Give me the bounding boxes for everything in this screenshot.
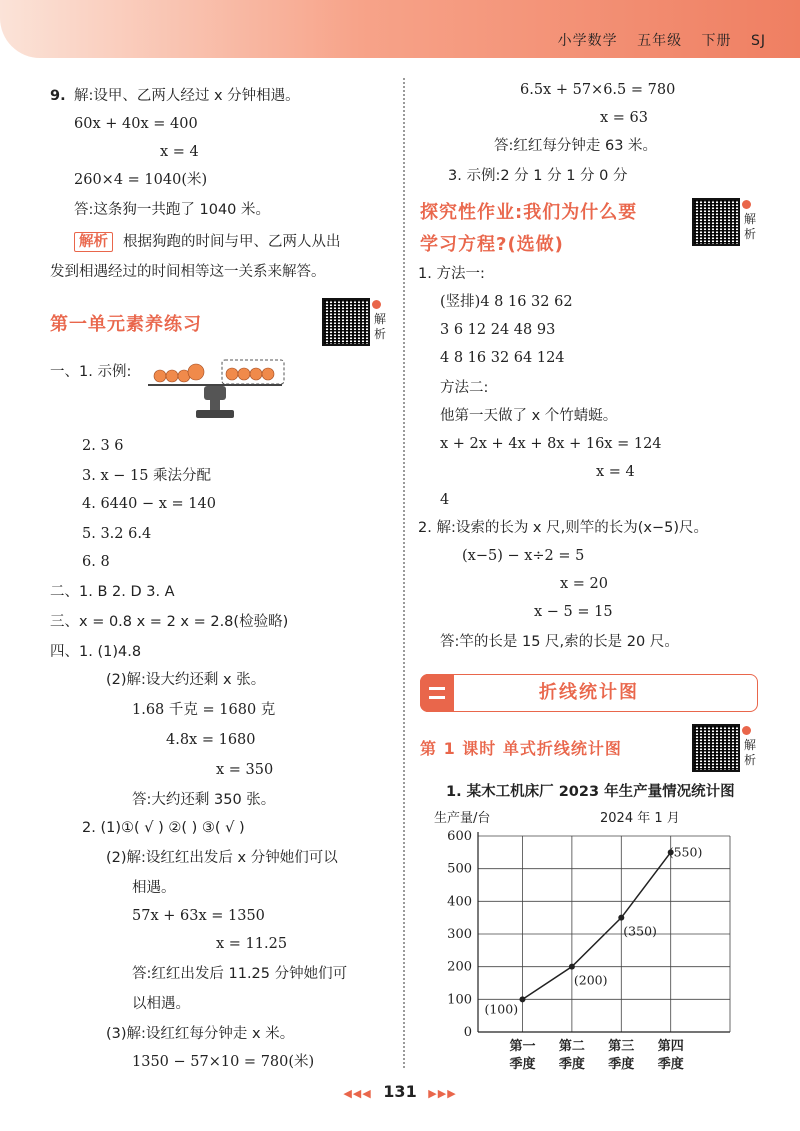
- lesson-title: 第 1 课时 单式折线统计图: [420, 739, 622, 758]
- answer-line: 答:大约还剩 350 张。: [132, 792, 276, 808]
- answer-line: 4. 6440 − x = 140: [82, 496, 216, 512]
- answer-line: 一、1. 示例:: [50, 364, 132, 380]
- answer-line: 答:红红每分钟走 63 米。: [494, 138, 658, 154]
- x-tick-label: 第二: [558, 1039, 585, 1054]
- left-arrows-icon: ◀◀◀: [343, 1087, 372, 1100]
- header-edition: SJ: [750, 33, 766, 49]
- qr-label: 解析: [744, 738, 757, 767]
- answer-line: x = 4: [596, 464, 635, 480]
- answer-line: (2)解:设红红出发后 x 分钟她们可以: [106, 850, 338, 866]
- answer-line: (3)解:设红红每分钟走 x 米。: [106, 1026, 295, 1042]
- answer-line: 他第一天做了 x 个竹蜻蜓。: [440, 408, 618, 424]
- answer-line: 2. 解:设索的长为 x 尺,则竿的长为(x−5)尺。: [418, 520, 709, 536]
- answer-line: 3. 示例:2 分 1 分 1 分 0 分: [448, 168, 628, 184]
- answer-line: (竖排)4 8 16 32 62: [440, 294, 573, 310]
- play-icon: [742, 200, 751, 209]
- analysis-tag: 解析: [74, 232, 113, 252]
- page-number: 131: [383, 1082, 417, 1101]
- header-grade: 五年级: [637, 33, 683, 49]
- q9-line: 答:这条狗一共跑了 1040 米。: [74, 202, 271, 218]
- answer-line: 答:竿的长是 15 尺,索的长是 20 尺。: [440, 634, 679, 650]
- answer-line: 三、x = 0.8 x = 2 x = 2.8(检验略): [50, 614, 289, 630]
- header-volume: 下册: [701, 33, 732, 49]
- analysis-text: 发到相遇经过的时间相等这一关系来解答。: [50, 264, 326, 280]
- unit-title: 折线统计图: [539, 682, 639, 703]
- line-chart: [430, 806, 750, 1074]
- header-meta: [544, 30, 766, 50]
- answer-line: 4.8x = 1680: [166, 732, 256, 748]
- data-label: (350): [623, 923, 657, 939]
- data-point: [519, 996, 525, 1002]
- y-tick-label: 400: [447, 894, 472, 910]
- x-tick-label: 第四: [657, 1039, 684, 1054]
- q9-analysis: [74, 232, 341, 252]
- answer-line: x = 350: [216, 762, 274, 778]
- x-tick-label: 季度: [657, 1057, 684, 1072]
- y-tick-label: 100: [447, 992, 472, 1008]
- answer-line: 1. 方法一:: [418, 266, 485, 282]
- header-subject: 小学数学: [557, 33, 618, 49]
- answer-line: x = 11.25: [216, 936, 288, 952]
- explore-title: 探究性作业:我们为什么要: [420, 202, 638, 223]
- answer-line: 1.68 千克 = 1680 克: [132, 702, 276, 718]
- x-tick-label: 季度: [509, 1057, 536, 1072]
- chart-question: 1. 某木工机床厂 2023 年生产量情况统计图: [446, 784, 735, 800]
- unit-banner: [420, 674, 758, 712]
- answer-line: 方法二:: [440, 380, 489, 396]
- play-icon: [742, 726, 751, 735]
- answer-line: 3. x − 15 乘法分配: [82, 468, 212, 484]
- answer-line: 6.5x + 57×6.5 = 780: [520, 82, 676, 98]
- answer-line: x = 20: [560, 576, 608, 592]
- right-arrows-icon: ▶▶▶: [428, 1087, 457, 1100]
- y-tick-label: 500: [447, 861, 472, 877]
- answer-line: (2)解:设大约还剩 x 张。: [106, 672, 266, 688]
- answer-line: 4: [440, 492, 450, 508]
- answer-line: x − 5 = 15: [534, 604, 613, 620]
- answer-line: 57x + 63x = 1350: [132, 908, 265, 924]
- balance-scale-image: [140, 356, 290, 426]
- data-label: (200): [573, 972, 608, 988]
- y-tick-label: 600: [447, 829, 472, 844]
- x-tick-label: 季度: [558, 1057, 585, 1072]
- answer-line: 5. 3.2 6.4: [82, 526, 152, 542]
- answer-line: 以相遇。: [132, 996, 190, 1012]
- data-label: (100): [484, 1001, 519, 1017]
- q9-line: 260×4 = 1040(米): [74, 172, 208, 188]
- q9-line: 60x + 40x = 400: [74, 116, 198, 132]
- answer-line: 3 6 12 24 48 93: [440, 322, 556, 338]
- qr-label: 解析: [744, 212, 757, 241]
- data-point: [618, 915, 624, 921]
- play-icon: [372, 300, 381, 309]
- q9-line: x = 4: [160, 144, 199, 160]
- data-label: (550): [668, 844, 703, 860]
- answer-line: 答:红红出发后 11.25 分钟她们可: [132, 966, 348, 982]
- answer-line: 2. 3 6: [82, 438, 124, 454]
- q9-number: 9.: [50, 88, 66, 104]
- answer-line: 2. (1)①( √ ) ②( ) ③( √ ): [82, 820, 245, 836]
- answer-line: (x−5) − x÷2 = 5: [462, 548, 585, 564]
- q9-line: 解:设甲、乙两人经过 x 分钟相遇。: [74, 88, 300, 104]
- y-tick-label: 300: [447, 927, 472, 942]
- x-tick-label: 第一: [509, 1039, 536, 1054]
- data-point: [569, 964, 575, 970]
- y-tick-label: 200: [447, 959, 472, 975]
- answer-line: 二、1. B 2. D 3. A: [50, 584, 175, 600]
- chart-date-note: 2024 年 1 月: [600, 811, 680, 826]
- explore-title: 学习方程?(选做): [420, 234, 564, 255]
- answer-line: 四、1. (1)4.8: [50, 644, 142, 660]
- answer-line: 4 8 16 32 64 124: [440, 350, 565, 366]
- footer: [0, 1082, 800, 1101]
- y-axis-label: 生产量/台: [434, 811, 491, 826]
- x-tick-label: 季度: [608, 1057, 635, 1072]
- answer-line: 1350 − 57×10 = 780(米): [132, 1054, 315, 1070]
- answer-line: x = 63: [600, 110, 648, 126]
- answer-line: x + 2x + 4x + 8x + 16x = 124: [440, 436, 662, 452]
- column-divider: [403, 78, 405, 1068]
- qr-code[interactable]: [692, 198, 740, 246]
- x-tick-label: 第三: [608, 1039, 635, 1054]
- section-title: 第一单元素养练习: [50, 314, 202, 335]
- y-tick-label: 0: [463, 1025, 472, 1040]
- answer-line: 相遇。: [132, 880, 176, 896]
- analysis-text: 根据狗跑的时间与甲、乙两人从出: [123, 234, 341, 250]
- qr-label: 解析: [374, 312, 387, 341]
- answer-line: 6. 8: [82, 554, 110, 570]
- qr-code[interactable]: [692, 724, 740, 772]
- qr-code[interactable]: [322, 298, 370, 346]
